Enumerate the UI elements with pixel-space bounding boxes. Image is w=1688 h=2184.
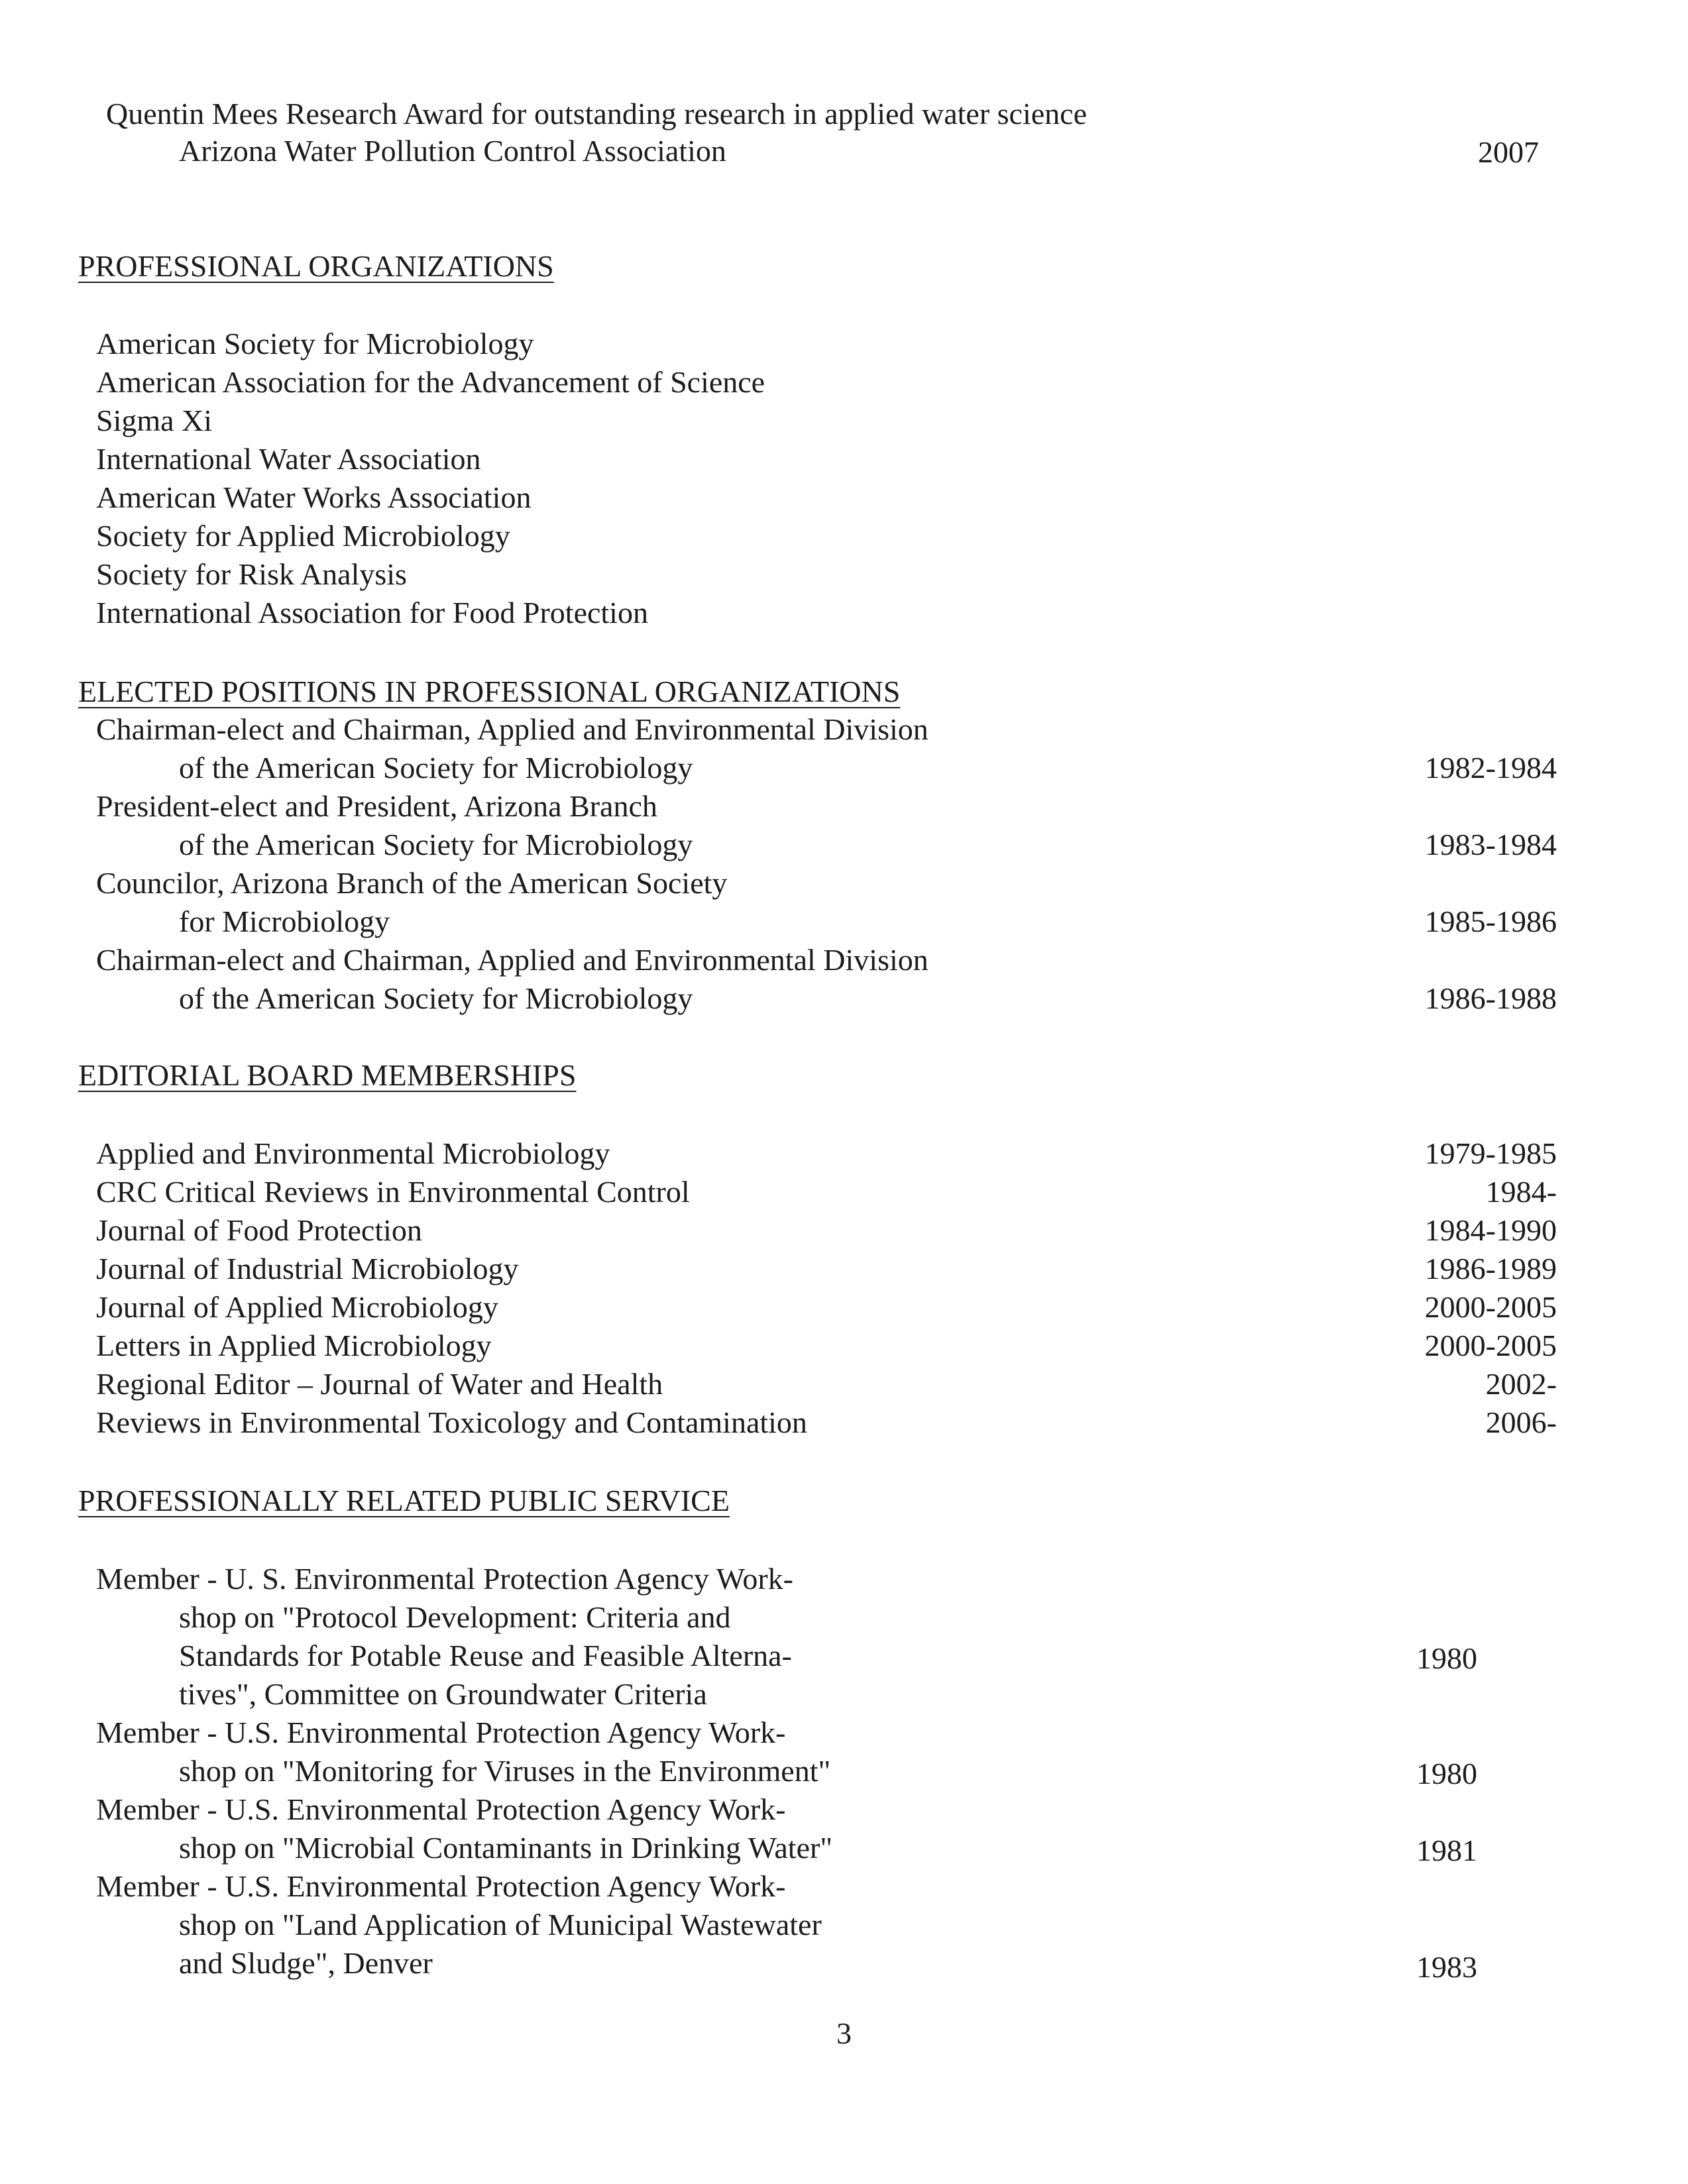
org-item: International Water Association: [96, 442, 481, 476]
elected-item-line1: Chairman-elect and Chairman, Applied and Environmental Division: [96, 712, 928, 746]
service-item-line: tives", Committee on Groundwater Criteria: [179, 1677, 707, 1711]
service-item-year: 1980: [1416, 1641, 1477, 1675]
service-item-line: shop on "Land Application of Municipal Wastewater: [179, 1908, 822, 1941]
org-item: American Water Works Association: [96, 480, 532, 514]
section-heading-professional-organizations: PROFESSIONAL ORGANIZATIONS: [78, 249, 554, 283]
service-item-year: 1983: [1416, 1950, 1477, 1984]
editorial-item: Reviews in Environmental Toxicology and Contamination: [96, 1405, 807, 1439]
service-item-year: 1980: [1416, 1757, 1477, 1790]
editorial-item-years: 1984-1990: [1424, 1213, 1557, 1247]
section-heading-public-service: PROFESSIONALLY RELATED PUBLIC SERVICE: [78, 1484, 730, 1517]
editorial-item: CRC Critical Reviews in Environmental Control: [96, 1175, 690, 1209]
elected-item-line2: for Microbiology: [179, 904, 390, 938]
org-item: Sigma Xi: [96, 404, 213, 437]
service-item-line: shop on "Monitoring for Viruses in the Environment": [179, 1754, 831, 1788]
org-item: International Association for Food Protection: [96, 596, 648, 629]
elected-item-line1: Chairman-elect and Chairman, Applied and Environmental Division: [96, 943, 928, 977]
service-item-line: Member - U.S. Environmental Protection Agency Work-: [96, 1716, 786, 1749]
org-item: Society for Applied Microbiology: [96, 519, 510, 553]
elected-item-year: 1982-1984: [1424, 751, 1557, 785]
editorial-item-years: 2000-2005: [1424, 1329, 1557, 1362]
service-item-line: Standards for Potable Reuse and Feasible Alterna-: [179, 1639, 792, 1672]
award-year: 2007: [1478, 135, 1539, 169]
award-title: Quentin Mees Research Award for outstanding research in applied water science: [106, 97, 1087, 131]
org-item: Society for Risk Analysis: [96, 557, 407, 591]
elected-item-year: 1986-1988: [1424, 981, 1557, 1015]
service-item-line: and Sludge", Denver: [179, 1946, 433, 1980]
award-org: Arizona Water Pollution Control Association: [179, 134, 726, 168]
service-item-line: Member - U.S. Environmental Protection Agency Work-: [96, 1869, 786, 1903]
editorial-item: Regional Editor – Journal of Water and Health: [96, 1367, 663, 1401]
editorial-item: Applied and Environmental Microbiology: [96, 1136, 610, 1170]
service-item-year: 1981: [1416, 1833, 1477, 1867]
service-item-line: Member - U. S. Environmental Protection Agency Work-: [96, 1562, 793, 1596]
service-item-line: shop on "Microbial Contaminants in Drinking Water": [179, 1831, 833, 1865]
org-item: American Society for Microbiology: [96, 327, 534, 360]
editorial-item: Journal of Food Protection: [96, 1213, 422, 1247]
elected-item-line2: of the American Society for Microbiology: [179, 751, 693, 785]
section-heading-elected-positions: ELECTED POSITIONS IN PROFESSIONAL ORGANIZATIONS: [78, 675, 901, 708]
editorial-item-years: 1984-: [1485, 1175, 1557, 1209]
section-heading-editorial-board: EDITORIAL BOARD MEMBERSHIPS: [78, 1058, 577, 1092]
editorial-item: Journal of Industrial Microbiology: [96, 1252, 519, 1285]
elected-item-year: 1985-1986: [1424, 904, 1557, 938]
page-number: 3: [836, 2016, 852, 2050]
editorial-item-years: 2006-: [1485, 1405, 1557, 1439]
elected-item-line1: President-elect and President, Arizona Branch: [96, 789, 657, 823]
org-item: American Association for the Advancement of Science: [96, 365, 765, 399]
editorial-item-years: 2002-: [1485, 1367, 1557, 1401]
elected-item-line2: of the American Society for Microbiology: [179, 828, 693, 861]
elected-item-line2: of the American Society for Microbiology: [179, 981, 693, 1015]
editorial-item-years: 1986-1989: [1424, 1252, 1557, 1285]
editorial-item: Journal of Applied Microbiology: [96, 1290, 498, 1324]
service-item-line: Member - U.S. Environmental Protection Agency Work-: [96, 1792, 786, 1826]
service-item-line: shop on "Protocol Development: Criteria and: [179, 1600, 731, 1634]
editorial-item: Letters in Applied Microbiology: [96, 1329, 492, 1362]
elected-item-line1: Councilor, Arizona Branch of the American Society: [96, 866, 728, 900]
editorial-item-years: 2000-2005: [1424, 1290, 1557, 1324]
editorial-item-years: 1979-1985: [1424, 1136, 1557, 1170]
elected-item-year: 1983-1984: [1424, 828, 1557, 861]
